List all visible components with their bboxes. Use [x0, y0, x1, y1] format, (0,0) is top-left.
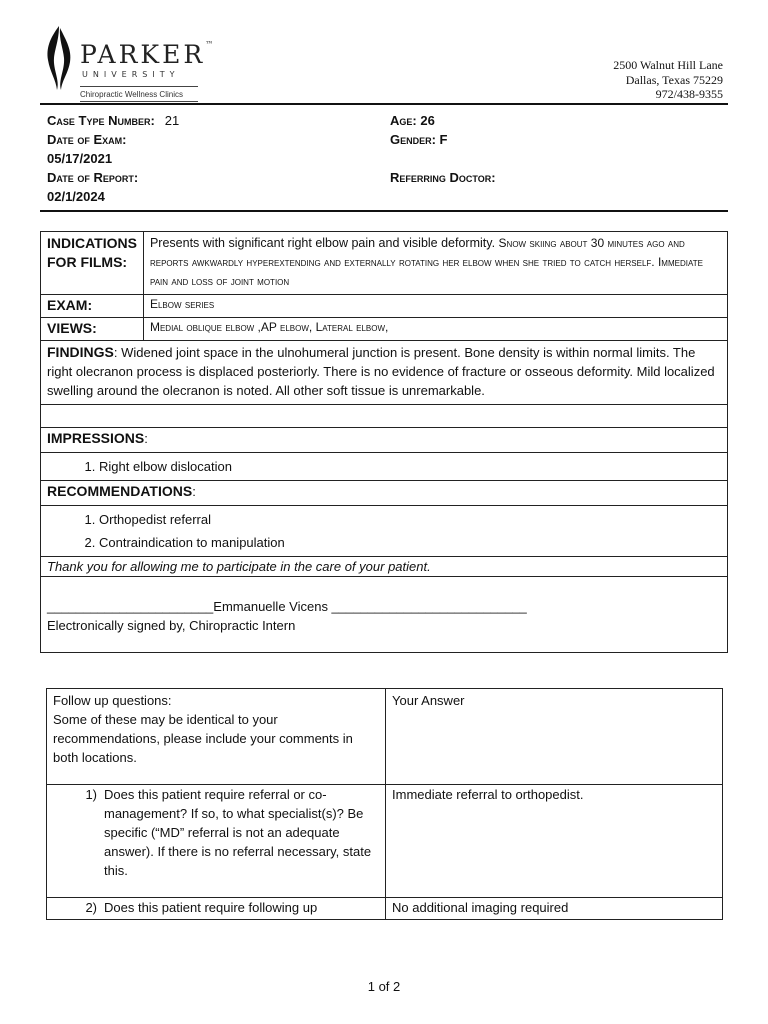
recommendations-list	[47, 508, 721, 554]
exam-value: Elbow series	[143, 295, 727, 318]
logo-divider	[80, 86, 198, 87]
header-bottom-rule	[40, 210, 728, 212]
radiology-report-table	[40, 231, 728, 653]
findings-cell	[41, 341, 728, 405]
case-header-right	[390, 111, 496, 187]
blank-row	[41, 405, 728, 428]
findings-text: : Widened joint space in the ulnohumeral junction is present. Bone density is within normal limits. The right olecranon process is displaced posteriorly. There is no evidence of fracture or osseous deformity. Mild localized swelling around the olecranon is noted. All other soft tissue is unremarkable.	[47, 345, 715, 398]
referring-doctor-label: Referring Doctor:	[390, 170, 496, 185]
date-exam-value: 05/17/2021	[47, 151, 113, 166]
address-line1: 2500 Walnut Hill Lane	[613, 58, 723, 72]
case-type-value: 21	[164, 113, 180, 128]
impressions-list	[47, 455, 721, 478]
impressions-label: IMPRESSIONS	[47, 430, 145, 446]
thank-you-note: Thank you for allowing me to participate in the care of your patient.	[41, 557, 728, 577]
address-line2: Dallas, Texas 75229	[625, 72, 723, 87]
indications-detail: Snow skiing about 30 minutes ago and reports awkwardly hyperextending and externally rotating her elbow when she tried to catch herself. Immediate pain and loss of joint motion	[149, 236, 703, 288]
indications-label: INDICATIONS FOR FILMS:	[41, 232, 144, 295]
follow-up-header: Follow up questions: Some of these may be identical to your recommendations, please include your comments in both locations.	[47, 689, 386, 785]
address-phone: 972/438-9355	[655, 87, 723, 101]
question-cell	[47, 785, 386, 898]
header-top-rule	[40, 103, 728, 105]
question-text: Does this patient require referral or co-management? If so, to what specialist(s)? Be specific (“MD” referral is not an adequate answer). If there is no referral necessary, state this.	[104, 787, 372, 878]
date-report-value: 02/1/2024	[47, 189, 105, 204]
exam-label: EXAM	[47, 297, 88, 313]
indications-lead: Presents with significant right elbow pain and visible deformity.	[149, 236, 499, 250]
question-cell	[47, 898, 386, 920]
exam-label-cell: EXAM:	[41, 295, 144, 318]
question-text: Does this patient require following up	[104, 900, 318, 915]
impressions-heading-cell: IMPRESSIONS:	[41, 428, 728, 453]
date-exam-label: Date of Exam:	[47, 132, 127, 147]
views-label: VIEWS	[47, 320, 93, 336]
impressions-list-cell	[41, 453, 728, 481]
logo-clinic-name: Chiropractic Wellness Clinics	[80, 90, 183, 99]
recommendations-heading-cell: RECOMMENDATIONS:	[41, 481, 728, 506]
follow-up-table	[46, 688, 723, 920]
answer-cell: Immediate referral to orthopedist.	[386, 785, 723, 898]
logo-university: UNIVERSITY	[82, 70, 180, 79]
parker-flame-logo-icon	[44, 24, 74, 102]
signature-line: _______________________Emmanuelle Vicens ___________________________	[47, 599, 527, 614]
signature-cell	[41, 577, 728, 653]
your-answer-header: Your Answer	[386, 689, 723, 785]
date-report-label: Date of Report:	[47, 170, 139, 185]
logo-divider-bottom	[80, 101, 198, 102]
logo-wordmark: PARKER™	[80, 40, 217, 69]
age-label: Age: 26	[390, 113, 435, 128]
case-header-left	[47, 111, 179, 206]
clinic-address	[613, 58, 723, 102]
answer-cell: No additional imaging required	[386, 898, 723, 920]
gender-label: Gender: F	[390, 132, 448, 147]
question-number: 1)	[85, 787, 97, 802]
signed-by: Electronically signed by, Chiropractic Intern	[47, 618, 296, 633]
impression-item: 1. Right elbow dislocation	[99, 455, 721, 478]
views-value: Medial oblique elbow ,AP elbow, Lateral elbow,	[143, 318, 727, 341]
findings-label: FINDINGS	[47, 344, 114, 360]
recommendation-item: 1. Orthopedist referral	[99, 508, 721, 531]
views-label-cell: VIEWS:	[41, 318, 144, 341]
page-number: 1 of 2	[367, 979, 401, 994]
recommendations-list-cell	[41, 506, 728, 557]
case-type-label: Case Type Number:	[47, 113, 155, 128]
recommendation-item: 2. Contraindication to manipulation	[99, 531, 721, 554]
question-number: 2)	[85, 900, 97, 915]
recommendations-label: RECOMMENDATIONS	[47, 483, 193, 499]
indications-text	[143, 232, 727, 295]
